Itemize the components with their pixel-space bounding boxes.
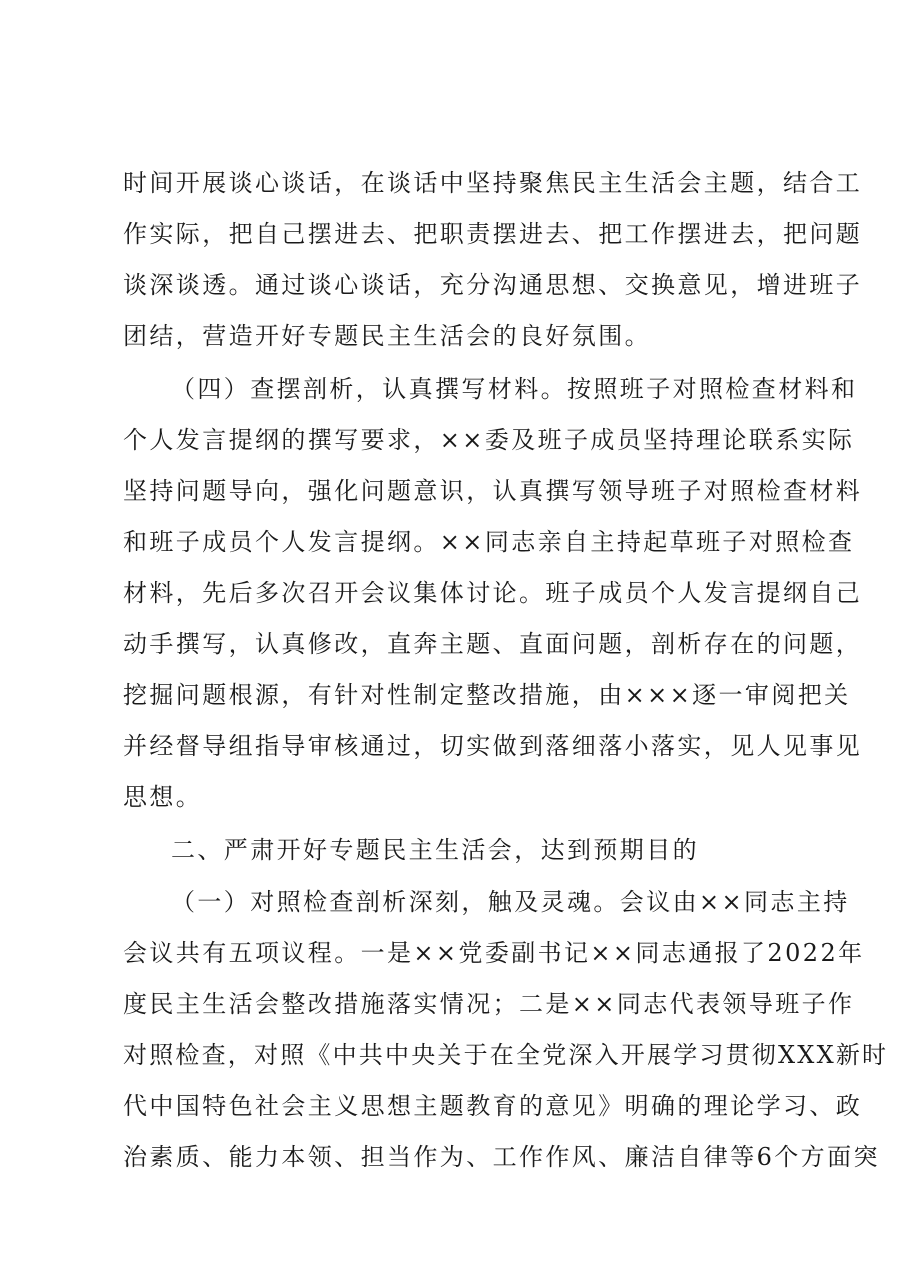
text-line: 度民主生活会整改措施落实情况；二是××同志代表领导班子作 — [123, 990, 855, 1018]
text-line: 个人发言提纲的撰写要求，××委及班子成员坚持理论联系实际 — [123, 426, 855, 454]
text-line: 团结，营造开好专题民主生活会的良好氛围。 — [123, 322, 651, 350]
text-line: 时间开展谈心谈话，在谈话中坚持聚焦民主生活会主题，结合工 — [123, 169, 863, 197]
paragraph-start-line: （一）对照检查剖析深刻，触及灵魂。会议由××同志主持 — [171, 888, 850, 916]
text-line: 代中国特色社会主义思想主题教育的意见》明确的理论学习、政 — [123, 1092, 863, 1120]
text-line: 并经督导组指导审核通过，切实做到落细落小落实，见人见事见 — [123, 732, 863, 760]
paragraph-start-line: （四）查摆剖析，认真撰写材料。按照班子对照检查材料和 — [171, 375, 858, 403]
text-line: 挖掘问题根源，有针对性制定整改措施，由×××逐一审阅把关 — [123, 681, 851, 709]
text-line: 坚持问题导向，强化问题意识，认真撰写领导班子对照检查材料 — [123, 477, 863, 505]
text-line: 会议共有五项议程。一是××党委副书记××同志通报了2022年 — [123, 939, 865, 967]
text-line: 治素质、能力本领、担当作为、工作作风、廉洁自律等6个方面突 — [123, 1143, 880, 1171]
text-line: 作实际，把自己摆进去、把职责摆进去、把工作摆进去，把问题 — [123, 220, 863, 248]
text-line: 材料，先后多次召开会议集体讨论。班子成员个人发言提纲自己 — [123, 579, 863, 607]
text-line: 和班子成员个人发言提纲。××同志亲自主持起草班子对照检查 — [123, 528, 855, 556]
text-line: 思想。 — [123, 783, 203, 811]
text-line: 谈深谈透。通过谈心谈话，充分沟通思想、交换意见，增进班子 — [123, 271, 863, 299]
text-line: 对照检查，对照《中共中央关于在全党深入开展学习贯彻XXX新时 — [123, 1041, 889, 1069]
text-line: 动手撰写，认真修改，直奔主题、直面问题，剖析存在的问题， — [123, 630, 863, 658]
section-heading: 二、严肃开好专题民主生活会，达到预期目的 — [171, 836, 699, 864]
